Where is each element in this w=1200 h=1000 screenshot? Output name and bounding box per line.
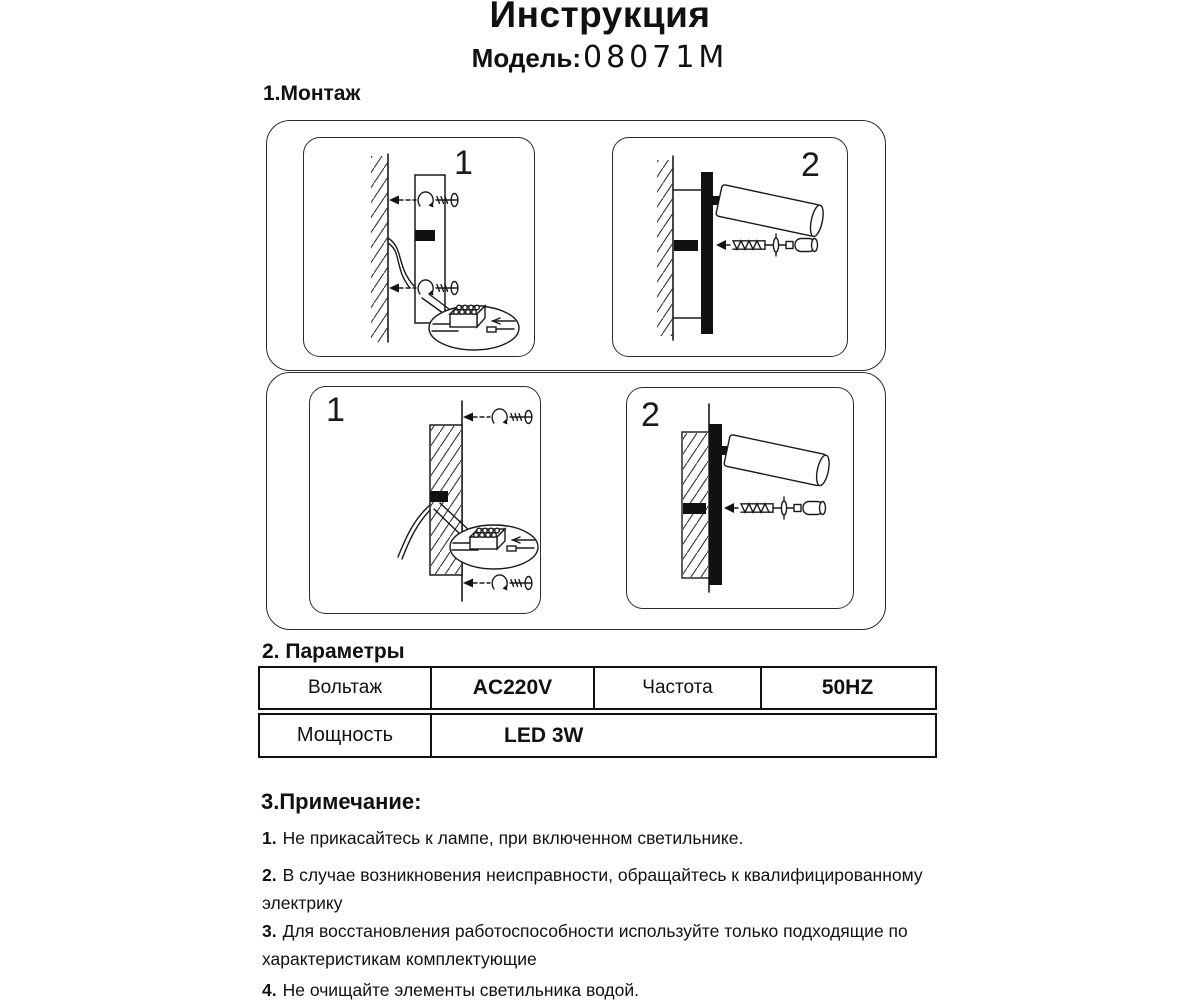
- montage-box-row1: [266, 120, 886, 371]
- params-table: [258, 666, 937, 758]
- plate-connector: [415, 230, 435, 241]
- terminal-block-detail: [450, 525, 538, 569]
- step-number: 2: [801, 146, 820, 184]
- note-number: 1.: [262, 828, 277, 848]
- mounting-bar: [709, 424, 722, 585]
- wall-plug: [683, 503, 706, 514]
- step-number: 2: [641, 396, 660, 434]
- notes-list: [262, 824, 952, 1000]
- anchor-screw: [724, 497, 826, 519]
- wall-hatching: [657, 160, 673, 336]
- plate-connector: [430, 491, 448, 502]
- section-heading-montage: 1.Монтаж: [263, 82, 361, 105]
- note-item: [262, 976, 952, 1000]
- voltage-label-cell: Вольтаж: [307, 677, 383, 698]
- mounting-diagram-lamp-attach-side: [627, 388, 853, 608]
- note-text: характеристикам комплектующие: [262, 949, 537, 969]
- note-number: 3.: [262, 921, 277, 941]
- montage-panel-1a: [303, 137, 535, 357]
- montage-box-row2: [266, 372, 886, 630]
- montage-panel-1b: [612, 137, 848, 357]
- wire: [402, 510, 430, 559]
- wire: [388, 238, 414, 286]
- note-text: Не очищайте элементы светильника водой.: [282, 980, 640, 1000]
- model-value: 08071M: [583, 40, 729, 75]
- wall-hatching: [371, 156, 388, 342]
- note-text: В случае возникновения неисправности, обращайтесь к квалифицированному: [282, 865, 923, 885]
- lamp-cylinder: [716, 184, 826, 237]
- screw-bottom: [463, 575, 532, 591]
- power-value-cell: LED 3W: [430, 715, 933, 756]
- mounting-diagram-plate-front: [304, 138, 534, 356]
- model-label: Модель:: [471, 43, 581, 73]
- screw-top: [463, 409, 532, 425]
- wall-plug: [674, 240, 698, 251]
- power-label-cell: Мощность: [296, 724, 394, 746]
- page-title: Инструкция: [489, 0, 711, 35]
- wire: [388, 243, 410, 288]
- note-number: 2.: [262, 865, 277, 885]
- table-row: [258, 713, 937, 758]
- section-heading-notes: 3.Примечание:: [261, 789, 422, 814]
- note-text: электрику: [262, 893, 343, 913]
- frequency-value-cell: 50HZ: [760, 668, 933, 708]
- note-number: 4.: [262, 980, 277, 1000]
- note-item: [262, 861, 952, 917]
- step-number: 1: [454, 144, 473, 182]
- montage-panel-2a: [309, 386, 541, 614]
- note-text: Не прикасайтесь к лампе, при включенном светильнике.: [282, 828, 744, 848]
- note-item: [262, 824, 952, 852]
- lamp-cylinder: [724, 434, 832, 487]
- table-row: [258, 666, 937, 710]
- voltage-value-cell: AC220V: [430, 668, 593, 708]
- terminal-block-detail: [429, 305, 519, 350]
- mounting-bar: [701, 172, 713, 334]
- step-number: 1: [326, 391, 345, 429]
- anchor-screw: [716, 234, 818, 256]
- section-heading-params: 2. Параметры: [262, 640, 405, 663]
- montage-panel-2b: [626, 387, 854, 609]
- frequency-label-cell: Частота: [593, 668, 760, 708]
- model-line: [0, 40, 1200, 75]
- note-text: Для восстановления работоспособности используйте только подходящие по: [282, 921, 908, 941]
- note-item: [262, 917, 952, 973]
